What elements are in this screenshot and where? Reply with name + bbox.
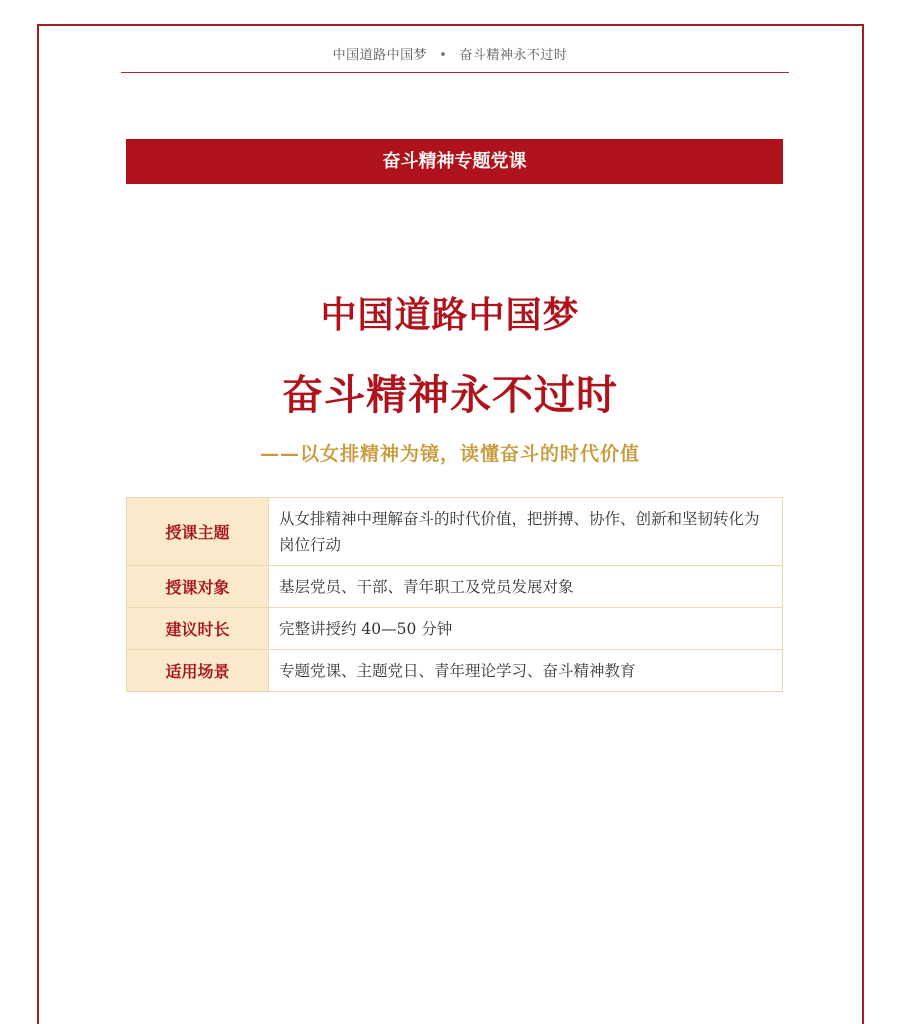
row-label: 适用场景 bbox=[127, 650, 269, 692]
document-subtitle: ——以女排精神为镜，读懂奋斗的时代价值 bbox=[259, 443, 640, 465]
row-label: 授课主题 bbox=[127, 498, 269, 566]
table-row bbox=[127, 650, 783, 692]
document-title-line1: 中国道路中国梦 bbox=[320, 295, 580, 336]
row-label: 授课对象 bbox=[127, 566, 269, 608]
section-banner: 奋斗精神专题党课 bbox=[126, 139, 783, 184]
row-label: 建议时长 bbox=[127, 608, 269, 650]
row-value: 从女排精神中理解奋斗的时代价值，把拼搏、协作、创新和坚韧转化为岗位行动 bbox=[269, 498, 783, 566]
course-info-table bbox=[126, 497, 783, 692]
running-header-separator: • bbox=[439, 48, 448, 63]
row-value: 专题党课、主题党日、青年理论学习、奋斗精神教育 bbox=[269, 650, 783, 692]
row-value: 基层党员、干部、青年职工及党员发展对象 bbox=[269, 566, 783, 608]
running-header bbox=[0, 44, 900, 63]
document-title-line2: 奋斗精神永不过时 bbox=[282, 371, 618, 419]
table-row bbox=[127, 608, 783, 650]
row-value: 完整讲授约 40—50 分钟 bbox=[269, 608, 783, 650]
running-header-right: 奋斗精神永不过时 bbox=[459, 48, 568, 63]
table-row bbox=[127, 566, 783, 608]
header-divider bbox=[121, 72, 789, 73]
running-header-left: 中国道路中国梦 bbox=[332, 48, 428, 63]
table-row bbox=[127, 498, 783, 566]
